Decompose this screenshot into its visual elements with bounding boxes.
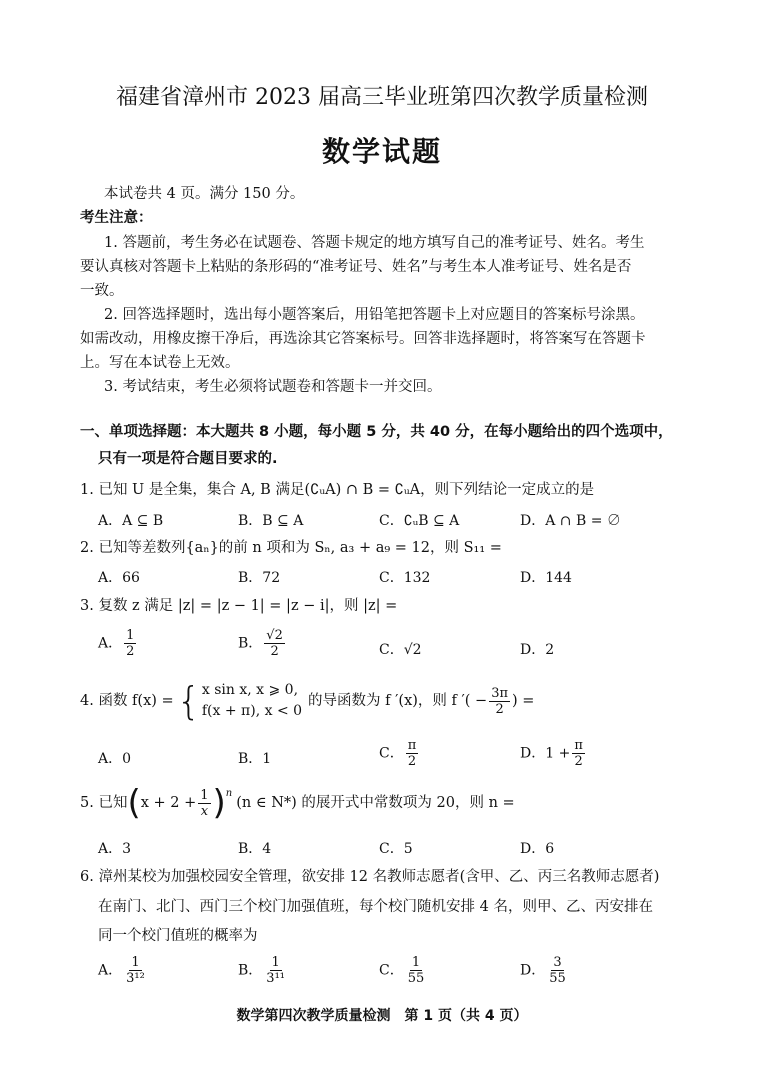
q3-b-label: B．: [238, 635, 263, 652]
q3-option-a: [98, 628, 138, 659]
q5-option-a: A．3: [98, 841, 132, 857]
q4-frac-den: 2: [495, 701, 504, 717]
q5-suffix: (n ∈ N*) 的展开式中常数项为 20，则 n =: [236, 795, 515, 811]
q5-option-d: D．6: [520, 841, 555, 857]
notice-2b: 如需改动，用橡皮擦干净后，再选涂其它答案标号。回答非选择题时，将答案写在答题卡: [80, 331, 646, 347]
q6-option-c: [379, 955, 428, 986]
q6-b-num: 1: [271, 955, 280, 970]
q6-option-b: [238, 955, 289, 986]
q3-option-b: [238, 628, 287, 659]
q3-option-d: D．2: [520, 642, 555, 658]
q3-b-fraction: [264, 628, 285, 659]
q4-c-fraction: [406, 738, 419, 769]
q4-d-den: 2: [574, 754, 583, 769]
q4-middle: 的导函数为 f ′(x)，则 f ′( −: [308, 693, 488, 709]
q6-d-num: 3: [553, 955, 562, 970]
q3-option-c: C．√2: [379, 642, 422, 658]
q6-b-label: B．: [238, 962, 263, 979]
q5-stem: [80, 783, 515, 823]
q1-option-d: D．A ∩ B = ∅: [520, 513, 621, 529]
notice-3: 3. 考试结束，考生必须将试题卷和答题卡一并交回。: [104, 379, 442, 395]
q4-option-b: B．1: [238, 751, 272, 767]
q1-option-b: B．B ⊆ A: [238, 513, 304, 529]
notice-1b: 要认真核对答题卡上粘贴的条形码的“准考证号、姓名”与考生本人准考证号、姓名是否: [80, 259, 632, 275]
q3-a-fraction: [124, 628, 136, 659]
section-heading-2: 只有一项是符合题目要求的.: [98, 451, 278, 467]
q2-option-a: A．66: [98, 570, 140, 586]
section-heading: 一、单项选择题：本大题共 8 小题，每小题 5 分，共 40 分，在每小题给出的四个选项中，: [80, 424, 673, 440]
notice-1c: 一致。: [80, 283, 124, 299]
q6-d-label: D．: [520, 962, 546, 979]
q4-d-label: D．1 +: [520, 745, 571, 762]
q2-option-c: C．132: [379, 570, 431, 586]
q5-fraction: [198, 788, 210, 819]
q3-a-den: 2: [126, 644, 135, 659]
q5-inner: x + 2 +: [140, 795, 197, 811]
q6-c-den: 55: [407, 971, 425, 986]
q4-c-label: C．: [379, 745, 404, 762]
q2-option-d: D．144: [520, 570, 572, 586]
q2-stem: 2. 已知等差数列{aₙ}的前 n 项和为 Sₙ, a₃ + a₉ = 12，则 S₁₁ =: [80, 540, 502, 556]
q2-option-b: B．72: [238, 570, 281, 586]
q4-fraction: [489, 686, 510, 717]
q4-d-num: π: [574, 738, 583, 753]
q3-b-den: 2: [270, 644, 279, 659]
q6-a-label: A．: [98, 962, 123, 979]
q4-stem: [80, 680, 534, 722]
page-footer: 数学第四次教学质量检测 第 1 页（共 4 页）: [236, 1008, 528, 1024]
q4-c-num: π: [407, 738, 417, 753]
q1-option-a: A．A ⊆ B: [98, 513, 164, 529]
q6-option-a: [98, 955, 149, 986]
q6-line-1: 6. 漳州某校为加强校园安全管理，欲安排 12 名教师志愿者(含甲、乙、丙三名教师志愿者): [80, 869, 660, 885]
q6-d-fraction: [547, 955, 568, 986]
q4-case-1: x sin x, x ⩾ 0,: [201, 682, 299, 698]
q5-option-b: B．4: [238, 841, 272, 857]
q6-a-num: 1: [131, 955, 140, 970]
exam-subtitle: 数学试题: [321, 135, 442, 168]
notice-heading: 考生注意：: [80, 210, 153, 226]
q6-a-fraction: [124, 955, 147, 986]
notice-1a: 1. 答题前，考生务必在试题卷、答题卡规定的地方填写自己的准考证号、姓名。考生: [104, 235, 645, 251]
left-paren: (: [127, 783, 141, 823]
q4-c-den: 2: [407, 754, 417, 769]
q4-suffix: ) =: [512, 693, 535, 709]
q1-stem: 1. 已知 U 是全集，集合 A, B 满足(∁ᵤA) ∩ B = ∁ᵤA，则下列结论一定成立的是: [80, 482, 595, 498]
q6-line-2: 在南门、北门、西门三个校门加强值班，每个校门随机安排 4 名，则甲、乙、丙安排在: [98, 899, 653, 915]
q5-frac-den: x: [200, 803, 209, 819]
q4-option-c: [379, 738, 420, 769]
q6-b-den: 3¹¹: [266, 971, 285, 986]
q5-exponent: n: [225, 788, 233, 799]
q3-stem: 3. 复数 z 满足 |z| = |z − 1| = |z − i|，则 |z| =: [80, 598, 398, 614]
q5-option-c: C．5: [379, 841, 413, 857]
q4-prefix: 4. 函数 f(x) =: [80, 693, 174, 709]
q6-c-num: 1: [411, 955, 421, 970]
q4-option-d: [520, 738, 587, 769]
piecewise-brace: {: [176, 679, 201, 723]
q6-a-den: 3¹²: [126, 971, 145, 986]
q6-c-label: C．: [379, 962, 404, 979]
q6-b-fraction: [264, 955, 287, 986]
notice-2a: 2. 回答选择题时，选出每小题答案后，用铅笔把答题卡上对应题目的答案标号涂黑。: [104, 307, 645, 323]
q6-option-d: [520, 955, 570, 986]
notice-2c: 上。写在本试卷上无效。: [80, 355, 240, 371]
q4-d-fraction: [572, 738, 585, 769]
q4-case-2: f(x + π), x < 0: [201, 703, 303, 719]
q5-frac-num: 1: [200, 787, 209, 803]
intro-line: 本试卷共 4 页。满分 150 分。: [104, 186, 305, 202]
q1-option-c: C．∁ᵤB ⊆ A: [379, 513, 460, 529]
exam-title: 福建省漳州市 2023 届高三毕业班第四次教学质量检测: [116, 85, 648, 110]
q5-prefix: 5. 已知: [80, 795, 128, 811]
q3-a-label: A．: [98, 635, 123, 652]
q6-c-fraction: [406, 955, 427, 986]
q6-d-den: 55: [549, 971, 566, 986]
q6-line-3: 同一个校门值班的概率为: [98, 928, 258, 944]
q3-a-num: 1: [126, 628, 135, 643]
q4-option-a: A．0: [98, 751, 132, 767]
q3-b-num: √2: [266, 628, 283, 643]
q4-cases: [202, 680, 302, 722]
right-paren: ): [212, 783, 226, 823]
q4-frac-num: 3π: [491, 685, 509, 701]
